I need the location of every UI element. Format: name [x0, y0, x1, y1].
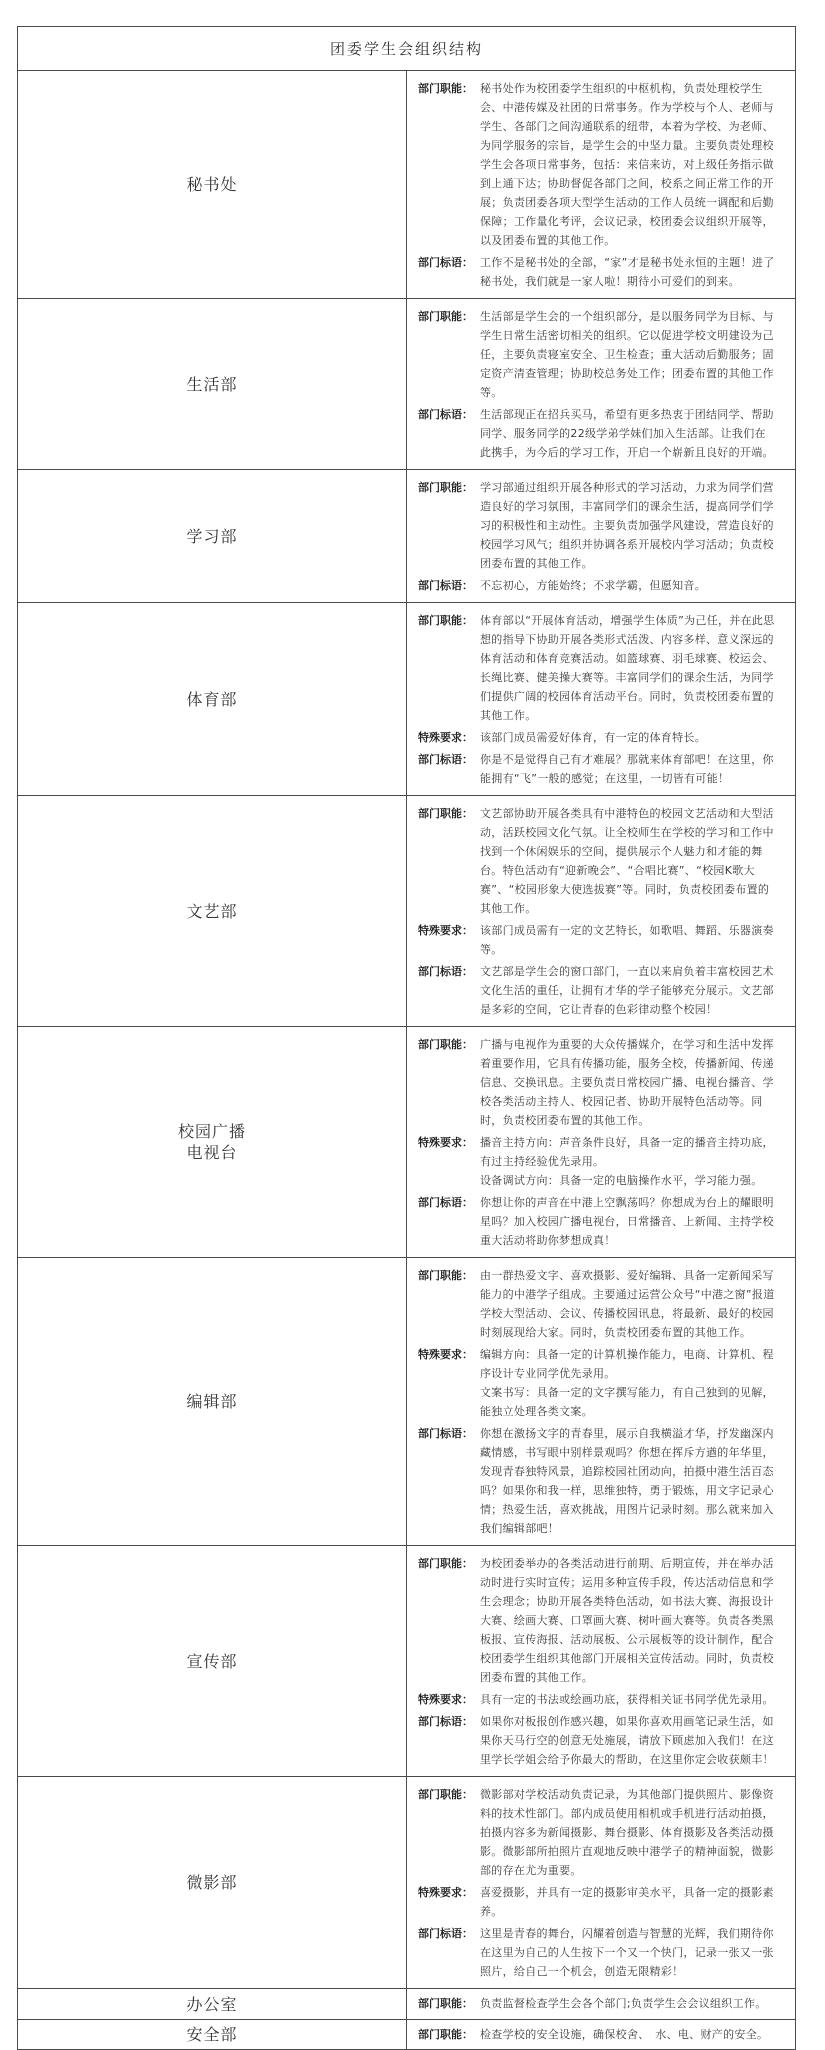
field-label: 特殊要求：: [418, 1886, 473, 1899]
department-name-line: 办公室: [186, 1994, 238, 2014]
field-paragraph: 该部门成员需爱好体育，有一定的体育特长。: [480, 731, 706, 744]
field-label: 部门标语：: [418, 1427, 473, 1440]
department-name: [18, 1027, 407, 1258]
field-paragraph: 你想让你的声音在中港上空飘荡吗？你想成为台上的耀眼明星吗？加入校园广播电视台，日常播音、上新闻、主持学校重大活动将助你梦想成真！: [480, 1196, 774, 1247]
department-row: [18, 1258, 796, 1546]
department-field: [418, 611, 775, 725]
field-text: [480, 728, 775, 747]
department-name-line: 校园广播: [177, 1122, 246, 1141]
department-name-line: 编辑部: [186, 1392, 238, 1411]
department-content: [407, 71, 796, 299]
field-label: 部门标语：: [418, 1196, 473, 1209]
field-text: [480, 1035, 775, 1130]
field-text: [480, 1193, 775, 1250]
field-label: 部门标语：: [418, 753, 473, 766]
field-paragraph: 文艺部是学生会的窗口部门，一直以来肩负着丰富校园艺术文化生活的重任，让拥有才华的学子能够充分展示。文艺部是多彩的空间，它让青春的色彩律动整个校园！: [480, 965, 774, 1016]
field-paragraph: 如果你对板报创作感兴趣，如果你喜欢用画笔记录生活，如果你天马行空的创意无处施展，请放下顾虑加入我们！在这里学长学姐会给予你最大的帮助，在这里你定会收获颇丰！: [480, 1715, 774, 1766]
field-text: [480, 1424, 775, 1538]
field-paragraph: 为校团委举办的各类活动进行前期、后期宣传，并在举办活动时进行实时宣传；运用多种宣传手段，传达活动信息和学生会理念；协助开展各类特色活动，如书法大赛、海报设计大赛、绘画大赛、口罩画大赛、树叶画大赛等。负责各类黑板报、宣传海报、活动展板、公示展板等的设计制作，配合校团委学生组织其他部门开展相关宣传活动。同时，负责校团委布置的其他工作。: [480, 1557, 774, 1684]
document-title: 团委学生会组织结构: [18, 27, 796, 71]
field-label: 部门职能：: [418, 1557, 473, 1570]
department-row: [18, 299, 796, 470]
field-paragraph: 编辑方向：具备一定的计算机操作能力，电商、计算机、程序设计专业同学优先录用。: [480, 1348, 774, 1380]
field-paragraph: 文案书写：具备一定的文字撰写能力，有自己独到的见解，能独立处理各类文案。: [480, 1386, 774, 1418]
department-row: [18, 603, 796, 796]
department-name-line: 秘书处: [186, 175, 238, 194]
field-label: 部门标语：: [418, 256, 473, 269]
department-field: [418, 79, 775, 250]
field-text: [480, 1133, 775, 1190]
department-field: [418, 1424, 775, 1538]
department-field: [418, 1883, 775, 1921]
department-content: [407, 1989, 796, 2020]
department-name: [18, 71, 407, 299]
department-row: [18, 1989, 796, 2020]
field-text: [480, 1883, 775, 1921]
field-paragraph: 负责监督检查学生会各个部门;负责学生会会议组织工作。: [480, 1997, 767, 2010]
department-field: [418, 921, 775, 959]
department-content: [407, 603, 796, 796]
field-paragraph: 喜爱摄影，并具有一定的摄影审美水平，具备一定的摄影素养。: [480, 1886, 774, 1918]
field-text: [480, 750, 775, 788]
field-paragraph: 你想在激扬文字的青春里，展示自我横溢才华，抒发幽深内藏情感，书写眼中别样景观吗？你想在挥斥方遒的年华里，发现青春独特风景，追踪校园社团动向，拍摄中港生活百态吗？如果你和我一样，思维独特，勇于锻炼，用文字记录心情；热爱生活，喜欢挑战，用图片记录时刻。那么就来加入我们编辑部吧！: [480, 1427, 774, 1535]
department-row: [18, 796, 796, 1027]
org-structure-document: [17, 26, 796, 2050]
field-paragraph: 由一群热爱文字、喜欢摄影、爱好编辑、具备一定新闻采写能力的中港学子组成。主要通过运营公众号“中港之窗”报道学校大型活动、会议、传播校园讯息，将最新、最好的校园时刻展现给大家。同时，负责校团委布置的其他工作。: [480, 1269, 775, 1339]
field-label: 部门标语：: [418, 579, 473, 592]
field-label: 部门职能：: [418, 1269, 473, 1282]
department-name-line: 体育部: [186, 689, 238, 709]
field-text: [480, 921, 775, 959]
field-text: [480, 253, 775, 291]
department-field: [418, 307, 775, 402]
field-label: 部门职能：: [418, 807, 473, 820]
department-name-line: 学习部: [186, 526, 238, 546]
department-name: [18, 1777, 407, 1989]
field-label: 特殊要求：: [418, 1693, 473, 1706]
field-text: [480, 1266, 775, 1342]
department-field: [418, 1266, 775, 1342]
org-structure-table: [17, 26, 796, 2050]
field-text: [480, 1785, 775, 1880]
department-content: [407, 1777, 796, 1989]
field-label: 特殊要求：: [418, 1348, 473, 1361]
field-text: [480, 1345, 775, 1421]
field-paragraph: 具有一定的书法或绘画功底，获得相关证书同学优先录用。: [480, 1693, 774, 1706]
department-name: [18, 1546, 407, 1777]
field-label: 部门职能：: [418, 614, 473, 627]
department-field: [418, 1785, 775, 1880]
field-paragraph: 检查学校的安全设施，确保校舍、 水、电、财产的安全。: [480, 2028, 769, 2041]
department-field: [418, 750, 775, 788]
department-field: [418, 1035, 775, 1130]
department-field: [418, 1193, 775, 1250]
department-content: [407, 1546, 796, 1777]
department-name: [18, 470, 407, 603]
field-paragraph: 该部门成员需有一定的文艺特长，如歌唱、舞蹈、乐器演奏等。: [480, 924, 774, 956]
field-paragraph: 你是不是觉得自己有才难展？那就来体育部吧！在这里，你能拥有“飞”一般的感觉；在这里，一切皆有可能！: [480, 753, 774, 785]
field-paragraph: 播音主持方向：声音条件良好，具备一定的播音主持功底，有过主持经验优先录用。: [480, 1136, 774, 1168]
department-field: [418, 1712, 775, 1769]
field-label: 特殊要求：: [418, 924, 473, 937]
field-label: 部门职能：: [418, 1997, 473, 2010]
department-name: [18, 796, 407, 1027]
department-row: [18, 1027, 796, 1258]
department-name-line: 电视台: [186, 1143, 238, 1162]
field-paragraph: 秘书处作为校团委学生组织的中枢机构，负责处理校学生会、中港传媒及社团的日常事务。作为学校与个人、老师与学生、各部门之间沟通联系的纽带，本着为学校、为老师、为同学服务的宗旨，是学生会的中坚力量。主要负责处理校学生会各项日常事务，包括：来信来访，对上级任务指示做到上通下达；协助督促各部门之间，校系之间正常工作的开展；负责团委各项大型学生活动的工作人员统一调配和后勤保障；工作量化考评，会议记录，校团委会议组织开展等，以及团委布置的其他工作。: [480, 82, 774, 247]
field-label: 部门标语：: [418, 408, 473, 421]
department-name: [18, 603, 407, 796]
department-field: [418, 2025, 775, 2044]
field-text: [480, 804, 775, 918]
field-paragraph: 文艺部协助开展各类具有中港特色的校园文艺活动和大型活动，活跃校园文化气氛。让全校师生在学校的学习和工作中找到一个休闲娱乐的空间，提供展示个人魅力和才能的舞台。特色活动有“迎新晚会”、“合唱比赛”、“校园K歌大赛”、“校园形象大使选拔赛”等。同时，负责校团委布置的其他工作。: [480, 807, 774, 915]
department-field: [418, 576, 775, 595]
department-field: [418, 1690, 775, 1709]
department-field: [418, 1133, 775, 1190]
department-name-line: 生活部: [186, 374, 238, 394]
department-name: [18, 1989, 407, 2020]
field-label: 部门职能：: [418, 2028, 473, 2041]
department-name: [18, 1258, 407, 1546]
field-text: [480, 576, 775, 595]
field-paragraph: 微影部对学校活动负责记录，为其他部门提供照片、影像资料的技术性部门。部内成员使用相机或手机进行活动拍摄，拍摄内容多为新闻摄影、舞台摄影、体育摄影及各类活动摄影。微影部所拍照片直观地反映中港学子的精神面貌，微影部的存在尤为重要。: [480, 1788, 774, 1877]
department-field: [418, 804, 775, 918]
department-name: [18, 299, 407, 470]
field-paragraph: 设备调试方向：具备一定的电脑操作水平，学习能力强。: [480, 1174, 763, 1187]
field-text: [480, 2025, 775, 2044]
field-text: [480, 962, 775, 1019]
field-label: 部门职能：: [418, 310, 473, 323]
department-content: [407, 1258, 796, 1546]
department-name-line: 安全部: [186, 2025, 238, 2044]
department-row: [18, 2020, 796, 2050]
field-paragraph: 工作不是秘书处的全部，“家”才是秘书处永恒的主题！进了秘书处，我们就是一家人啦！期待小可爱们的到来。: [480, 256, 775, 288]
field-paragraph: 体育部以“开展体育活动，增强学生体质”为己任，并在此思想的指导下协助开展各类形式活泼、内容多样、意义深远的体育活动和体育竞赛活动。如篮球赛、羽毛球赛、校运会、长绳比赛、健美操大赛等。丰富同学们的课余生活，为同学们提供广阔的校园体育活动平台。同时，负责校团委布置的其他工作。: [480, 614, 775, 722]
field-text: [480, 1924, 775, 1981]
field-label: 部门职能：: [418, 1788, 473, 1801]
department-field: [418, 478, 775, 573]
field-text: [480, 611, 775, 725]
department-row: [18, 470, 796, 603]
field-label: 特殊要求：: [418, 1136, 473, 1149]
department-field: [418, 405, 775, 462]
title-row: [18, 27, 796, 71]
department-row: [18, 1546, 796, 1777]
field-text: [480, 1690, 775, 1709]
department-field: [418, 1345, 775, 1421]
department-name-line: 宣传部: [186, 1651, 238, 1671]
department-field: [418, 1994, 775, 2013]
field-paragraph: 广播与电视作为重要的大众传播媒介，在学习和生活中发挥着重要作用，它具有传播功能，服务全校，传播新闻、传递信息、交换讯息。主要负责日常校园广播、电视台播音、学校各类活动主持人、校园记者、协助开展特色活动等。同时，负责校团委布置的其他工作。: [480, 1038, 774, 1127]
department-field: [418, 962, 775, 1019]
field-text: [480, 1994, 775, 2013]
field-paragraph: 生活部是学生会的一个组织部分，是以服务同学为目标、与学生日常生活密切相关的组织。它以促进学校文明建设为己任，主要负责寝室安全、卫生检查；重大活动后勤服务；固定资产清查管理；协助校总务处工作；团委布置的其他工作等。: [480, 310, 774, 399]
department-name-line: 文艺部: [186, 901, 238, 921]
field-label: 部门职能：: [418, 481, 473, 494]
department-field: [418, 1924, 775, 1981]
field-text: [480, 79, 775, 250]
field-label: 部门职能：: [418, 1038, 473, 1051]
field-label: 部门职能：: [418, 82, 473, 95]
field-text: [480, 307, 775, 402]
department-content: [407, 299, 796, 470]
field-label: 部门标语：: [418, 1927, 473, 1940]
department-field: [418, 728, 775, 747]
field-label: 部门标语：: [418, 1715, 473, 1728]
department-row: [18, 1777, 796, 1989]
department-name-line: 微影部: [186, 1873, 238, 1892]
field-paragraph: 不忘初心，方能始终；不求学霸，但愿知音。: [480, 579, 706, 592]
department-content: [407, 1027, 796, 1258]
department-row: [18, 71, 796, 299]
department-content: [407, 2020, 796, 2050]
department-field: [418, 1554, 775, 1687]
field-text: [480, 1554, 775, 1687]
field-label: 特殊要求：: [418, 731, 473, 744]
department-name: [18, 2020, 407, 2050]
department-content: [407, 796, 796, 1027]
field-paragraph: 生活部现正在招兵买马，希望有更多热衷于团结同学、帮助同学、服务同学的22级学弟学妹们加入生活部。让我们在此携手，为今后的学习工作，开启一个崭新且良好的开端。: [480, 408, 774, 459]
field-text: [480, 1712, 775, 1769]
department-content: [407, 470, 796, 603]
field-text: [480, 478, 775, 573]
field-paragraph: 学习部通过组织开展各种形式的学习活动，力求为同学们营造良好的学习氛围，丰富同学们的课余生活，提高同学们学习的积极性和主动性。主要负责加强学风建设，营造良好的校园学习风气；组织并协调各系开展校内学习活动；负责校团委布置的其他工作。: [480, 481, 774, 570]
department-field: [418, 253, 775, 291]
field-label: 部门标语：: [418, 965, 473, 978]
field-text: [480, 405, 775, 462]
field-paragraph: 这里是青春的舞台，闪耀着创造与智慧的光辉，我们期待你在这里为自己的人生按下一个又一个快门，记录一张又一张照片，给自己一个机会，创造无限精彩！: [480, 1927, 774, 1978]
